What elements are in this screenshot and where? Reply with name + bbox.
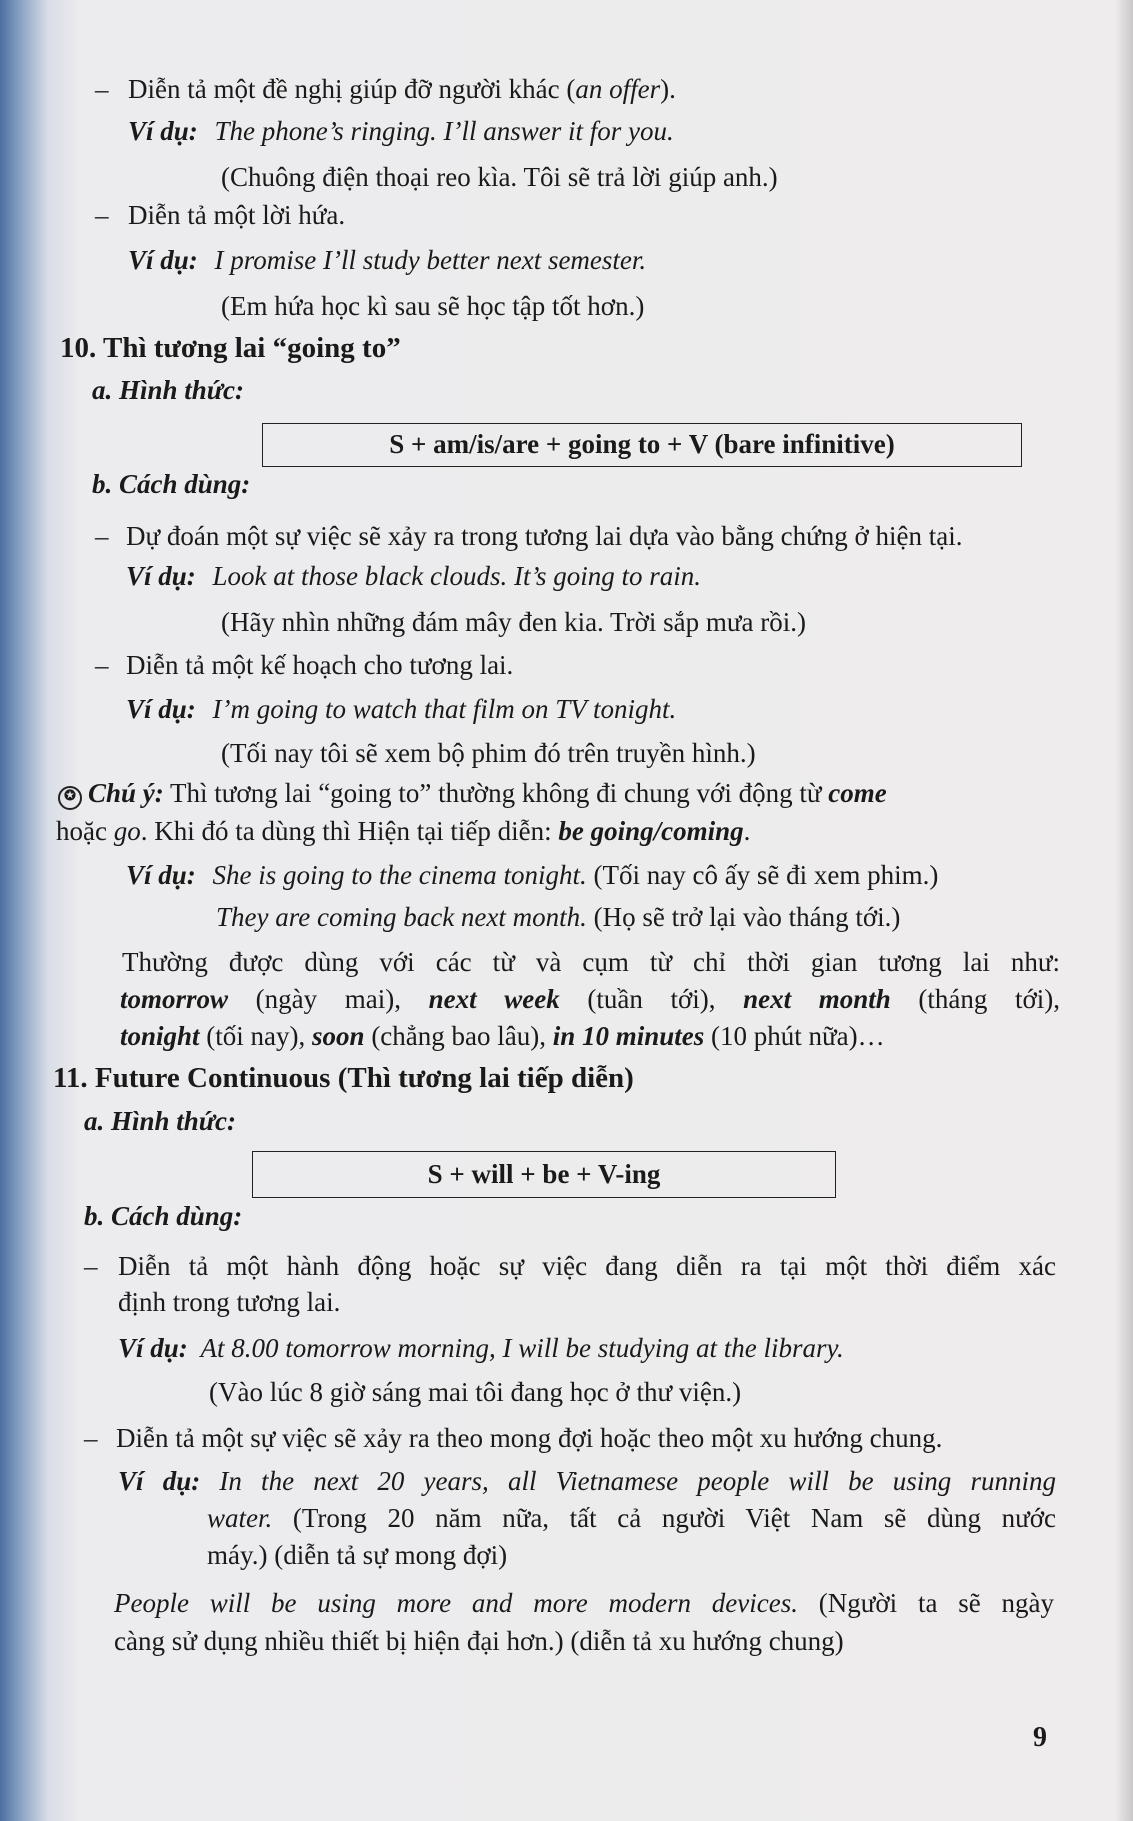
formula-box-future-continuous: S + will + be + V-ing — [252, 1151, 836, 1198]
time-expressions-intro: Thường được dùng với các từ và cụm từ chỉ thời gian tương lai như: — [122, 947, 1060, 977]
example-translation: (Em hứa học kì sau sẽ học tập tốt hơn.) — [221, 291, 645, 321]
usage-expectation: Diễn tả một sự việc sẽ xảy ra theo mong đợi hoặc theo một xu hướng chung. — [116, 1423, 943, 1453]
usage-prediction: Dự đoán một sự việc sẽ xảy ra trong tương lai dựa vào bằng chứng ở hiện tại. — [126, 521, 963, 551]
note-text: Thì tương lai “going to” thường không đi chung với động từ — [170, 778, 822, 808]
example-plan — [126, 692, 676, 726]
offer-term: an offer — [575, 74, 661, 104]
example-sentence: The phone’s ringing. I’ll answer it for you. — [214, 116, 674, 146]
note-end: . — [743, 816, 751, 846]
example-label: Ví dụ: — [118, 1333, 188, 1363]
example-sentence: water. — [207, 1503, 273, 1533]
time-word-meaning: (tuần tới), — [587, 984, 716, 1014]
bullet-dash: – — [95, 521, 109, 551]
usage-label: b. Cách dùng: — [92, 469, 251, 499]
time-word-meaning: (tối nay), — [206, 1021, 306, 1051]
example-sentence: I promise I’ll study better next semester. — [214, 245, 647, 275]
example-translation: (Họ sẽ trở lại vào tháng tới.) — [593, 902, 901, 932]
note-text: . Khi đó ta dùng thì Hiện tại tiếp diễn: — [140, 816, 552, 846]
example-translation: (Chuông điện thoại reo kìa. Tôi sẽ trả lời giúp anh.) — [221, 162, 778, 192]
note-line-2 — [56, 814, 750, 848]
example-translation: (Tối nay tôi sẽ xem bộ phim đó trên truyền hình.) — [221, 738, 756, 768]
time-expressions-line-1 — [120, 982, 1060, 1016]
time-word: in 10 minutes — [552, 1021, 705, 1051]
example-sentence: She is going to the cinema tonight. — [212, 860, 587, 890]
time-word-meaning: (10 phút nữa)… — [711, 1021, 885, 1051]
note-line-1 — [58, 776, 1063, 810]
example-label: Ví dụ: — [126, 561, 196, 591]
time-word: next month — [743, 984, 891, 1014]
offer-usage — [128, 72, 676, 106]
example-in-progress — [118, 1331, 844, 1365]
time-expressions-line-2 — [120, 1019, 885, 1053]
example-sentence: Look at those black clouds. It’s going to rain. — [212, 561, 702, 591]
example-translation: càng sử dụng nhiều thiết bị hiện đại hơn.) (diễn tả xu hướng chung) — [114, 1626, 844, 1656]
note-example-2 — [216, 900, 900, 934]
usage-in-progress: Diễn tả một hành động hoặc sự việc đang diễn ra tại một thời điểm xác — [118, 1251, 1056, 1281]
offer-usage-text: Diễn tả một đề nghị giúp đỡ người khác ( — [128, 74, 576, 104]
section-11-title: 11. Future Continuous (Thì tương lai tiếp diễn) — [53, 1062, 634, 1094]
time-word: tonight — [120, 1021, 200, 1051]
form-label: a. Hình thức: — [84, 1106, 236, 1136]
time-word: next week — [428, 984, 560, 1014]
note-verb-come: come — [828, 778, 887, 808]
time-word: tomorrow — [120, 984, 229, 1014]
bullet-dash: – — [84, 1423, 98, 1453]
time-word: soon — [312, 1021, 365, 1051]
note-form: be going/coming — [558, 816, 744, 846]
example-translation: (Trong 20 năm nữa, tất cả người Việt Nam sẽ dùng nước — [292, 1503, 1056, 1533]
formula-box-going-to: S + am/is/are + going to + V (bare infinitive) — [262, 423, 1022, 467]
bullet-dash: – — [84, 1251, 98, 1281]
example-sentence: I’m going to watch that film on TV tonight. — [212, 694, 677, 724]
page-number: 9 — [1033, 1722, 1047, 1753]
example-sentence: At 8.00 tomorrow morning, I will be studying at the library. — [200, 1333, 844, 1363]
example-trend-1 — [114, 1586, 1054, 1620]
example-label: Ví dụ: — [118, 1466, 201, 1496]
note-verb-go: go — [113, 816, 141, 846]
time-word-meaning: (ngày mai), — [255, 984, 401, 1014]
example-sentence: In the next 20 years, all Vietnamese people will be using running — [219, 1466, 1056, 1496]
usage-plan: Diễn tả một kế hoạch cho tương lai. — [126, 650, 514, 680]
promise-usage: Diễn tả một lời hứa. — [128, 200, 346, 230]
example-label: Ví dụ: — [128, 245, 198, 275]
note-icon: ✪ — [58, 786, 82, 810]
note-text: hoặc — [56, 816, 107, 846]
example-translation: máy.) (diễn tả sự mong đợi) — [207, 1540, 508, 1570]
time-word-meaning: (tháng tới), — [918, 984, 1061, 1014]
example-expectation-1 — [118, 1464, 1056, 1498]
example-sentence: They are coming back next month. — [216, 902, 587, 932]
example-label: Ví dụ: — [126, 860, 196, 890]
example-sentence: People will be using more and more modern devices. — [114, 1588, 798, 1618]
form-label: a. Hình thức: — [92, 375, 244, 405]
example-label: Ví dụ: — [126, 694, 196, 724]
example-label: Ví dụ: — [128, 116, 198, 146]
bullet-dash: – — [95, 650, 109, 680]
note-label: Chú ý: — [88, 778, 164, 808]
example-translation: (Tối nay cô ấy sẽ đi xem phim.) — [593, 860, 939, 890]
example-promise — [128, 243, 646, 277]
example-translation: (Vào lúc 8 giờ sáng mai tôi đang học ở thư viện.) — [209, 1377, 742, 1407]
time-word-meaning: (chẳng bao lâu), — [371, 1021, 546, 1051]
example-expectation-2 — [207, 1501, 1056, 1535]
page-edge-shadow — [1115, 0, 1133, 1821]
usage-in-progress-cont: định trong tương lai. — [118, 1287, 341, 1317]
usage-label: b. Cách dùng: — [84, 1201, 243, 1231]
note-example-1 — [126, 858, 938, 892]
example-translation: (Người ta sẽ ngày — [818, 1588, 1054, 1618]
section-10-title: 10. Thì tương lai “going to” — [60, 332, 401, 364]
bullet-dash: – — [95, 74, 109, 104]
example-prediction — [126, 559, 701, 593]
example-offer — [128, 114, 674, 148]
example-translation: (Hãy nhìn những đám mây đen kia. Trời sắp mưa rồi.) — [221, 607, 806, 637]
bullet-dash: – — [95, 200, 109, 230]
offer-close: ). — [660, 74, 676, 104]
